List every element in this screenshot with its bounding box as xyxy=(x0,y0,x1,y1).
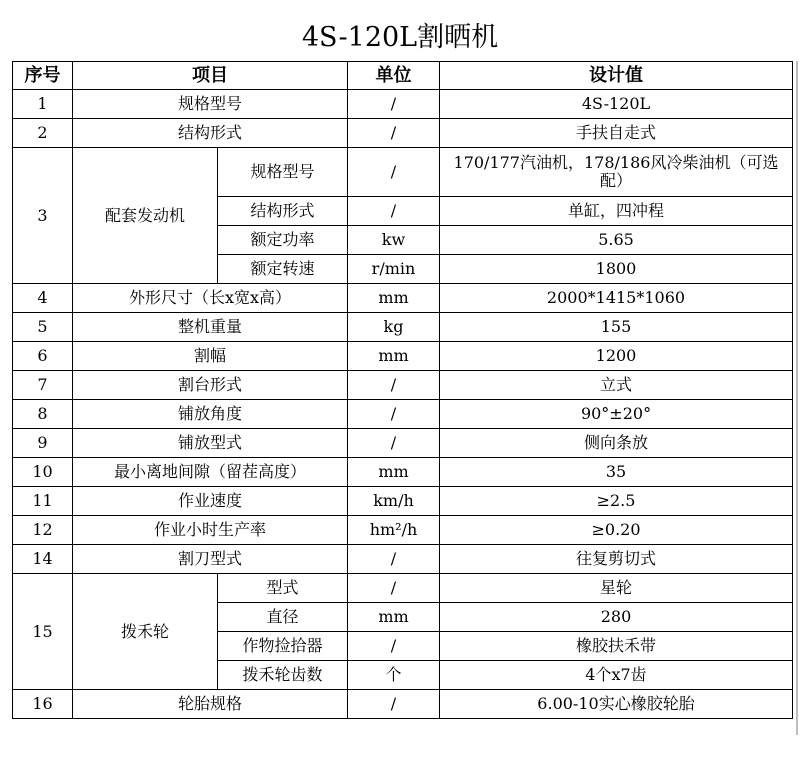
row-unit: mm xyxy=(348,603,440,632)
table-row xyxy=(13,284,793,313)
row-seq: 6 xyxy=(13,342,73,371)
row-value: 星轮 xyxy=(440,574,793,603)
row-seq: 3 xyxy=(13,148,73,284)
row-unit: mm xyxy=(348,284,440,313)
row-value: 侧向条放 xyxy=(440,429,793,458)
row-subitem: 额定转速 xyxy=(218,255,348,284)
row-unit: km/h xyxy=(348,487,440,516)
row-unit: kg xyxy=(348,313,440,342)
row-seq: 5 xyxy=(13,313,73,342)
row-unit: / xyxy=(348,148,440,197)
table-row xyxy=(13,487,793,516)
row-seq: 4 xyxy=(13,284,73,313)
header-unit: 单位 xyxy=(348,62,440,90)
row-value: 往复剪切式 xyxy=(440,545,793,574)
header-value: 设计值 xyxy=(440,62,793,90)
table-row xyxy=(13,690,793,719)
row-item: 割台形式 xyxy=(73,371,348,400)
row-item: 铺放型式 xyxy=(73,429,348,458)
row-subitem: 作物捡拾器 xyxy=(218,632,348,661)
row-value: 90°±20° xyxy=(440,400,793,429)
row-unit: / xyxy=(348,90,440,119)
row-item: 割幅 xyxy=(73,342,348,371)
table-row xyxy=(13,516,793,545)
table-row xyxy=(13,574,793,603)
table-header-row xyxy=(13,62,793,90)
table-row xyxy=(13,313,793,342)
row-unit: 个 xyxy=(348,661,440,690)
table-row xyxy=(13,458,793,487)
row-unit: / xyxy=(348,371,440,400)
row-value: 6.00-10实心橡胶轮胎 xyxy=(440,690,793,719)
header-seq: 序号 xyxy=(13,62,73,90)
row-subitem: 额定功率 xyxy=(218,226,348,255)
row-seq: 14 xyxy=(13,545,73,574)
row-unit: / xyxy=(348,197,440,226)
row-unit: / xyxy=(348,429,440,458)
row-seq: 7 xyxy=(13,371,73,400)
row-value: 4S-120L xyxy=(440,90,793,119)
row-item: 作业小时生产率 xyxy=(73,516,348,545)
row-value: 2000*1415*1060 xyxy=(440,284,793,313)
row-subitem: 拨禾轮齿数 xyxy=(218,661,348,690)
row-value: 立式 xyxy=(440,371,793,400)
row-value: ≥2.5 xyxy=(440,487,793,516)
row-subitem: 型式 xyxy=(218,574,348,603)
row-item: 结构形式 xyxy=(73,119,348,148)
row-seq: 2 xyxy=(13,119,73,148)
row-group: 配套发动机 xyxy=(73,148,218,284)
row-value: 单缸，四冲程 xyxy=(440,197,793,226)
row-item: 铺放角度 xyxy=(73,400,348,429)
row-value: 280 xyxy=(440,603,793,632)
row-item: 割刀型式 xyxy=(73,545,348,574)
spec-table xyxy=(12,61,793,719)
row-unit: r/min xyxy=(348,255,440,284)
row-unit: / xyxy=(348,119,440,148)
row-unit: kw xyxy=(348,226,440,255)
row-value: ≥0.20 xyxy=(440,516,793,545)
row-item: 作业速度 xyxy=(73,487,348,516)
row-seq: 12 xyxy=(13,516,73,545)
row-seq: 11 xyxy=(13,487,73,516)
table-row xyxy=(13,342,793,371)
row-item: 轮胎规格 xyxy=(73,690,348,719)
row-value: 35 xyxy=(440,458,793,487)
row-seq: 1 xyxy=(13,90,73,119)
page-title: 4S-120L割晒机 xyxy=(301,22,499,53)
row-unit: mm xyxy=(348,458,440,487)
table-row xyxy=(13,400,793,429)
table-row xyxy=(13,119,793,148)
row-seq: 10 xyxy=(13,458,73,487)
row-unit: / xyxy=(348,400,440,429)
row-seq: 16 xyxy=(13,690,73,719)
row-item: 整机重量 xyxy=(73,313,348,342)
row-value: 170/177汽油机，178/186风冷柴油机（可选配） xyxy=(440,148,793,197)
row-value: 4个x7齿 xyxy=(440,661,793,690)
row-seq: 15 xyxy=(13,574,73,690)
row-unit: / xyxy=(348,574,440,603)
row-group: 拨禾轮 xyxy=(73,574,218,690)
row-subitem: 直径 xyxy=(218,603,348,632)
table-row xyxy=(13,90,793,119)
table-row xyxy=(13,545,793,574)
row-value: 橡胶扶禾带 xyxy=(440,632,793,661)
table-row xyxy=(13,148,793,197)
row-value: 1800 xyxy=(440,255,793,284)
row-unit: hm²/h xyxy=(348,516,440,545)
row-subitem: 规格型号 xyxy=(218,148,348,197)
row-unit: / xyxy=(348,632,440,661)
right-edge-divider xyxy=(796,61,798,735)
row-value: 手扶自走式 xyxy=(440,119,793,148)
header-item: 项目 xyxy=(73,62,348,90)
row-value: 5.65 xyxy=(440,226,793,255)
row-seq: 9 xyxy=(13,429,73,458)
row-value: 1200 xyxy=(440,342,793,371)
row-subitem: 结构形式 xyxy=(218,197,348,226)
row-unit: / xyxy=(348,690,440,719)
row-seq: 8 xyxy=(13,400,73,429)
row-item: 最小离地间隙（留茬高度） xyxy=(73,458,348,487)
table-row xyxy=(13,429,793,458)
row-unit: mm xyxy=(348,342,440,371)
row-item: 外形尺寸（长x宽x高） xyxy=(73,284,348,313)
row-item: 规格型号 xyxy=(73,90,348,119)
table-row xyxy=(13,371,793,400)
row-unit: / xyxy=(348,545,440,574)
row-value: 155 xyxy=(440,313,793,342)
